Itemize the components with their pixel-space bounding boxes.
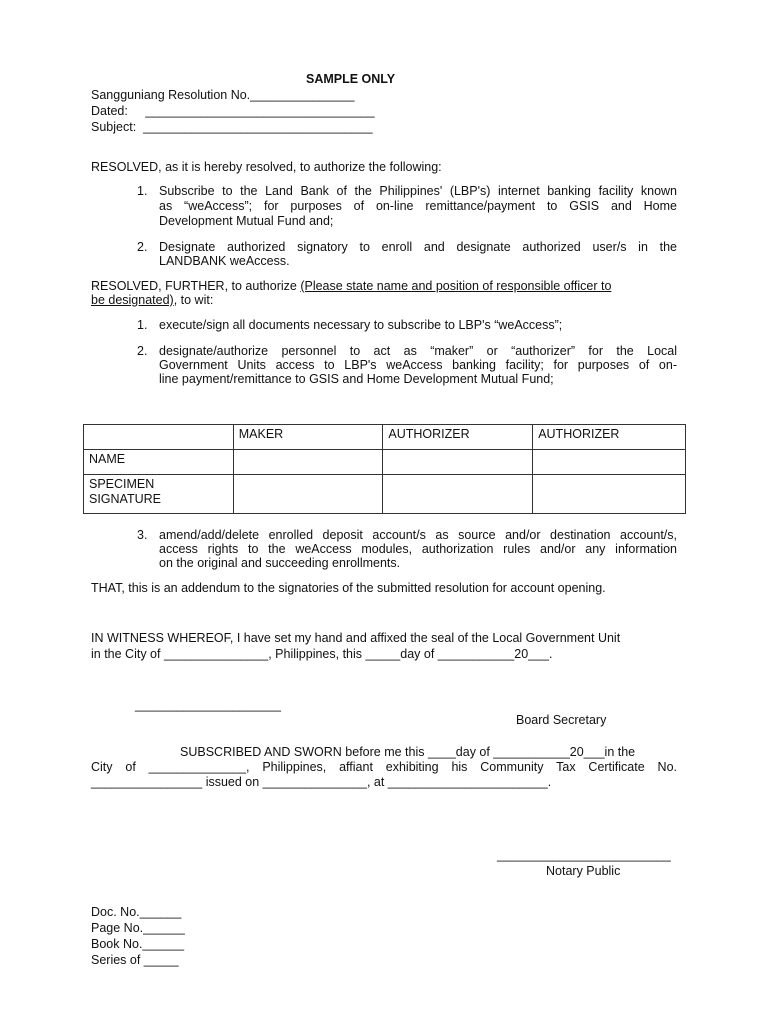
series-field: Series of _____ bbox=[91, 953, 179, 967]
resolved-item-1-line-2: as “weAccess”; for purposes of on-line remittance/payment to GSIS and Home bbox=[159, 199, 677, 213]
authorizer-2-name-cell bbox=[533, 450, 686, 475]
authorizer-1-signature-cell bbox=[383, 475, 533, 514]
further-item-2-line-2: Government Units access to LBP's weAccess banking facility; for purposes of on- bbox=[159, 358, 677, 372]
table-header-maker: MAKER bbox=[233, 425, 383, 450]
table-label-specimen-signature bbox=[84, 475, 234, 514]
further-item-2-number: 2. bbox=[137, 344, 148, 358]
resolved-further-start: RESOLVED, FURTHER, to authorize bbox=[91, 279, 301, 293]
signatory-table bbox=[83, 424, 686, 514]
table-row-specimen-signature bbox=[84, 475, 686, 514]
resolved-item-1-number: 1. bbox=[137, 184, 148, 198]
responsible-officer-instruction-end: be designated) bbox=[91, 293, 174, 307]
responsible-officer-instruction: (Please state name and position of responsible officer to bbox=[300, 279, 612, 293]
maker-signature-cell bbox=[233, 475, 383, 514]
book-number-field: Book No.______ bbox=[91, 937, 185, 951]
witness-line-1: IN WITNESS WHEREOF, I have set my hand and affixed the seal of the Local Government Unit bbox=[91, 631, 621, 645]
board-secretary-title: Board Secretary bbox=[516, 713, 607, 727]
further-item-2-line-3: line payment/remittance to GSIS and Home Development Mutual Fund; bbox=[159, 372, 554, 386]
further-item-3-line-1: amend/add/delete enrolled deposit account/s as source and/or destination account/s, bbox=[159, 528, 677, 542]
document-heading: SAMPLE ONLY bbox=[306, 72, 396, 86]
table-row-name bbox=[84, 450, 686, 475]
table-header-authorizer-2: AUTHORIZER bbox=[533, 425, 686, 450]
further-item-2-line-1: designate/authorize personnel to act as “maker” or “authorizer” for the Local bbox=[159, 344, 677, 358]
resolution-number-field: Sangguniang Resolution No._______________ bbox=[91, 88, 355, 102]
doc-number-field: Doc. No.______ bbox=[91, 905, 182, 919]
further-item-1-number: 1. bbox=[137, 318, 148, 332]
authorizer-2-signature-cell bbox=[533, 475, 686, 514]
further-item-1-line-1: execute/sign all documents necessary to subscribe to LBP's “weAccess”; bbox=[159, 318, 563, 332]
table-label-name: NAME bbox=[84, 450, 234, 475]
signature-label: SIGNATURE bbox=[89, 492, 161, 506]
resolved-item-1-line-3: Development Mutual Fund and; bbox=[159, 214, 334, 228]
sworn-line-2: City of ______________, Philippines, affiant exhibiting his Community Tax Certificate No. bbox=[91, 760, 677, 774]
resolved-item-2-line-2: LANDBANK weAccess. bbox=[159, 254, 290, 268]
page-number-field: Page No.______ bbox=[91, 921, 185, 935]
subject-field: Subject: _________________________________ bbox=[91, 120, 373, 134]
addendum-statement: THAT, this is an addendum to the signatories of the submitted resolution for account opening. bbox=[91, 581, 606, 595]
further-item-3-line-2: access rights to the weAccess modules, authorization rules and/or any information bbox=[159, 542, 677, 556]
resolved-further-line-2 bbox=[91, 293, 213, 308]
table-header-blank bbox=[84, 425, 234, 450]
dated-field: Dated: _________________________________ bbox=[91, 104, 375, 118]
sworn-line-1: SUBSCRIBED AND SWORN before me this ____day of ___________20___in the bbox=[180, 745, 636, 759]
table-header-authorizer-1: AUTHORIZER bbox=[383, 425, 533, 450]
sworn-line-3: ________________ issued on _______________, at _______________________. bbox=[91, 775, 552, 789]
resolved-intro: RESOLVED, as it is hereby resolved, to authorize the following: bbox=[91, 160, 442, 174]
resolved-item-2-number: 2. bbox=[137, 240, 148, 254]
maker-name-cell bbox=[233, 450, 383, 475]
board-secretary-signature-line: _____________________ bbox=[135, 698, 281, 712]
notary-public-title: Notary Public bbox=[546, 864, 621, 878]
table-header-row bbox=[84, 425, 686, 450]
resolved-item-2-line-1: Designate authorized signatory to enroll and designate authorized user/s in the bbox=[159, 240, 677, 254]
notary-signature-line: _________________________ bbox=[497, 848, 671, 862]
further-item-3-line-3: on the original and succeeding enrollments. bbox=[159, 556, 401, 570]
authorizer-1-name-cell bbox=[383, 450, 533, 475]
further-item-3-number: 3. bbox=[137, 528, 148, 542]
witness-line-2: in the City of _______________, Philippines, this _____day of ___________20___. bbox=[91, 647, 553, 661]
resolved-further-line-1 bbox=[91, 279, 611, 294]
specimen-label: SPECIMEN bbox=[89, 477, 155, 491]
resolved-item-1-line-1: Subscribe to the Land Bank of the Philippines' (LBP's) internet banking facility known bbox=[159, 184, 677, 198]
resolved-further-end: , to wit: bbox=[173, 293, 214, 307]
